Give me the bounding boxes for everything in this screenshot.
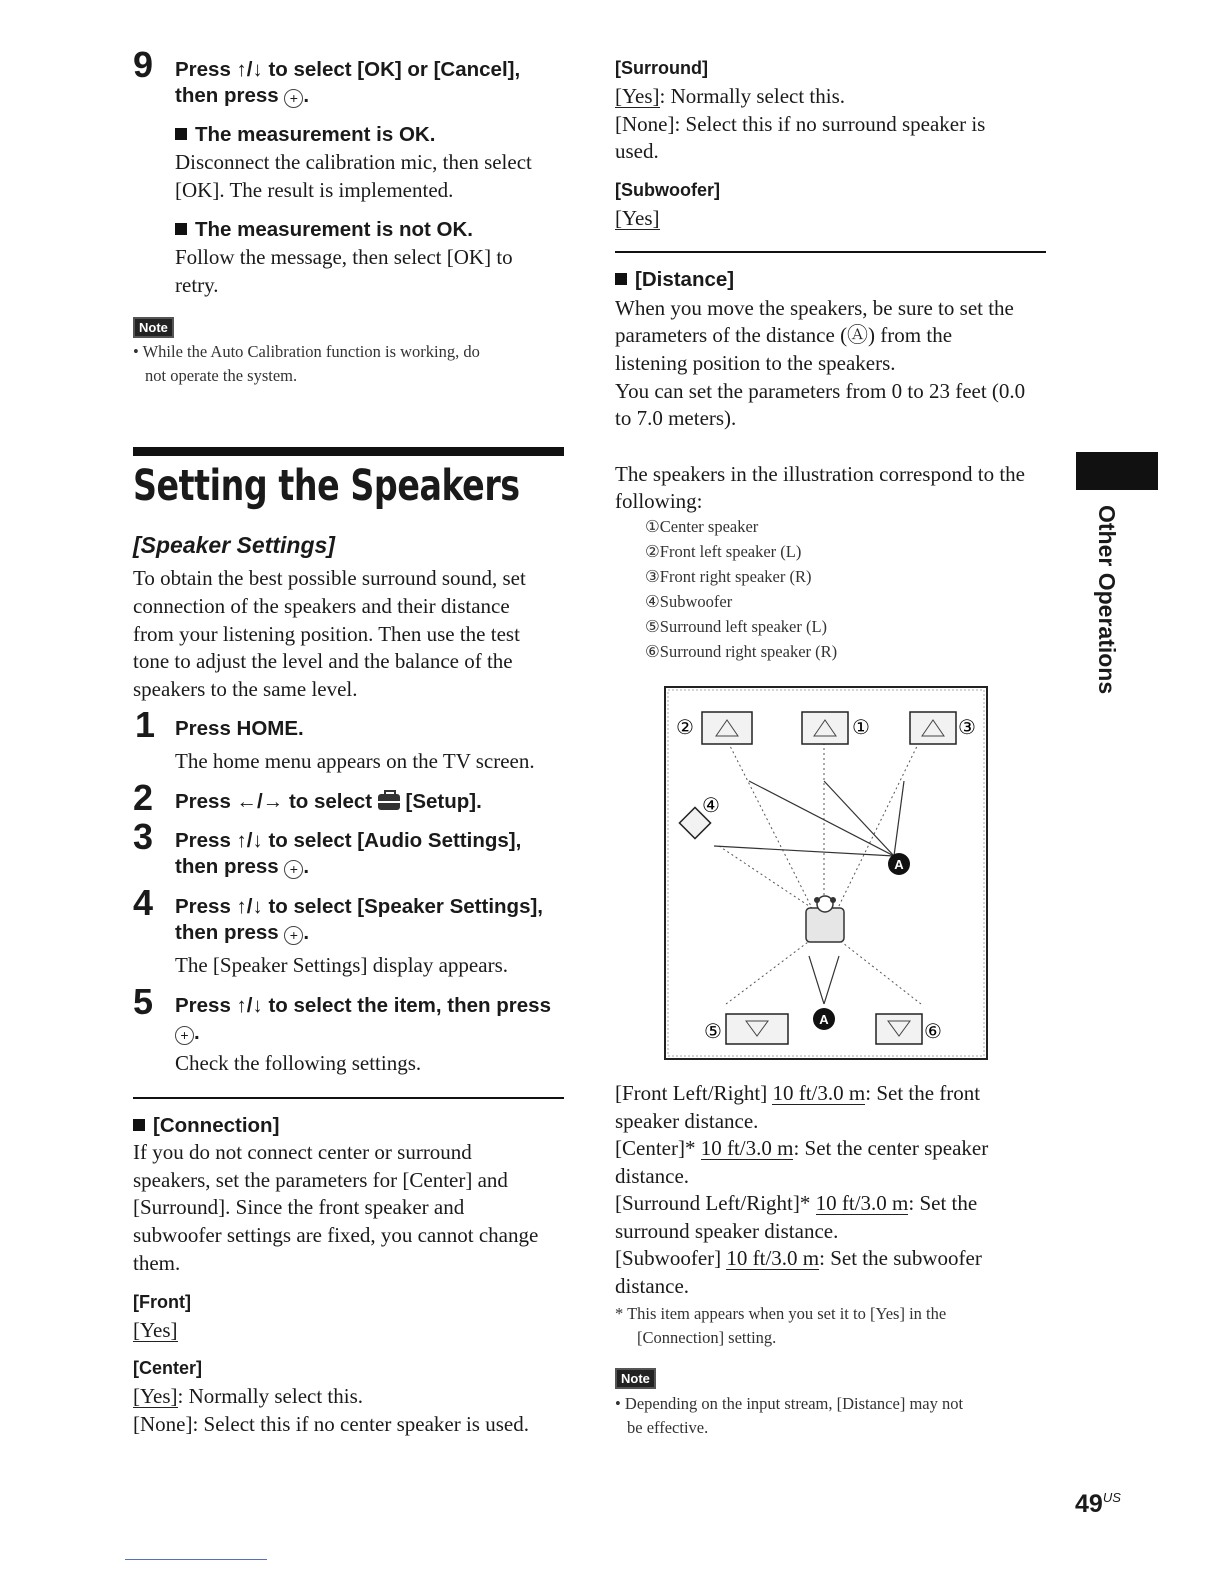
distance-line-3: listening position to the speakers. <box>615 351 896 375</box>
not-ok-text-1: Follow the message, then select [OK] to <box>175 245 513 269</box>
side-tab-marker <box>1076 452 1158 490</box>
surround-right-speaker <box>876 1014 942 1044</box>
intro-line-5: speakers to the same level. <box>133 677 358 701</box>
step-2-text: Press ←/→ to select [Setup]. <box>175 790 482 813</box>
speaker-item-3: ③Front right speaker (R) <box>645 567 812 586</box>
connection-line-5: them. <box>133 1251 181 1275</box>
distance-line-1: When you move the speakers, be sure to set the <box>615 296 1014 320</box>
step-4-desc: The [Speaker Settings] display appears. <box>175 953 508 977</box>
svg-text:A: A <box>819 1012 829 1027</box>
step-4-line1: Press ↑/↓ to select [Speaker Settings], <box>175 895 543 918</box>
label-5: ⑤ <box>704 1019 722 1043</box>
speaker-item-2: ②Front left speaker (L) <box>645 542 802 561</box>
not-ok-text-2: retry. <box>175 273 219 297</box>
enter-button-icon: + <box>284 860 303 879</box>
note-line-1: • Depending on the input stream, [Distance] may not <box>615 1394 964 1413</box>
svg-text:A: A <box>894 857 904 872</box>
connection-line-1: If you do not connect center or surround <box>133 1140 472 1164</box>
step-9-line2: then press + . <box>175 84 310 107</box>
step-number-3: 3 <box>133 816 154 857</box>
step-number-9: 9 <box>133 44 154 85</box>
surround-none-2: used. <box>615 139 659 163</box>
section-subtitle: [Speaker Settings] <box>133 532 335 558</box>
subwoofer-value: [Yes] <box>615 206 660 230</box>
distance-line-2: parameters of the distance (Ⓐ) from the <box>615 323 953 347</box>
enter-button-icon: + <box>284 89 303 108</box>
surround-yes: [Yes]: Normally select this. <box>615 84 846 108</box>
label-4: ④ <box>702 793 720 817</box>
connection-heading: [Connection] <box>133 1113 279 1139</box>
page-number: $49^{US}$ <box>1075 1490 1121 1518</box>
ok-text-2: [OK]. The result is implemented. <box>175 178 454 202</box>
divider <box>615 251 1046 253</box>
intro-line-1: To obtain the best possible surround sound, set <box>133 566 526 590</box>
note-line-2: not operate the system. <box>145 366 298 385</box>
step-number-1: 1 <box>135 704 156 745</box>
section-rule <box>133 447 564 456</box>
speaker-item-4: ④Subwoofer <box>645 592 733 611</box>
connection-line-4: subwoofer settings are fixed, you cannot change <box>133 1223 539 1247</box>
label-1: ① <box>852 715 870 739</box>
speaker-item-6: ⑥Surround right speaker (R) <box>645 642 838 661</box>
distance-line-4: You can set the parameters from 0 to 23 feet (0.0 <box>615 379 1026 403</box>
note-line-2: be effective. <box>627 1418 709 1437</box>
center-label: [Center] <box>133 1358 203 1378</box>
subwoofer-distance-desc: distance. <box>615 1274 690 1298</box>
connection-line-3: [Surround]. Since the front speaker and <box>133 1195 465 1219</box>
center-none: [None]: Select this if no center speaker is used. <box>133 1412 529 1436</box>
page-title: Setting the Speakers <box>133 461 520 511</box>
step-1-text: Press HOME. <box>175 717 304 740</box>
enter-button-icon: + <box>175 1026 194 1045</box>
distance-line-5: to 7.0 meters). <box>615 406 737 430</box>
step-5-line1: Press ↑/↓ to select the item, then press <box>175 994 551 1017</box>
surround-left-speaker <box>704 1014 788 1044</box>
side-tab-label: Other Operations <box>1094 505 1120 695</box>
surround-none-1: [None]: Select this if no surround speaker is <box>615 112 986 136</box>
front-distance: [Front Left/Right] 10 ft/3.0 m: Set the front <box>615 1081 981 1105</box>
label-2: ② <box>676 715 694 739</box>
footnote-line-1: * This item appears when you set it to [Yes] in the <box>615 1304 947 1323</box>
speaker-layout-diagram <box>664 686 988 1060</box>
connection-line-2: speakers, set the parameters for [Center] and <box>133 1168 508 1192</box>
surround-distance: [Surround Left/Right]* 10 ft/3.0 m: Set the <box>615 1191 978 1215</box>
front-value: [Yes] <box>133 1318 178 1342</box>
step-5-line2: + . <box>175 1020 200 1046</box>
subwoofer-label: [Subwoofer] <box>615 180 720 200</box>
step-number-2: 2 <box>133 777 154 818</box>
intro-line-2: connection of the speakers and their distance <box>133 594 510 618</box>
speaker-item-5: ⑤Surround left speaker (L) <box>645 617 828 636</box>
note-icon: Note <box>133 317 174 338</box>
distance-marker-a <box>813 1008 835 1030</box>
step-4-line2: then press + . <box>175 921 310 944</box>
note-line-1: • While the Auto Calibration function is working, do <box>133 342 480 361</box>
footer-rule <box>125 1559 267 1560</box>
step-3-line2: then press + . <box>175 855 310 878</box>
center-yes: [Yes]: Normally select this. <box>133 1384 364 1408</box>
intro-line-3: from your listening position. Then use the test <box>133 622 520 646</box>
step-number-5: 5 <box>133 981 154 1022</box>
setup-toolbox-icon <box>378 794 400 810</box>
distance-marker-a <box>888 853 910 875</box>
footnote-line-2: [Connection] setting. <box>637 1328 777 1347</box>
label-6: ⑥ <box>924 1019 942 1043</box>
distance-heading: [Distance] <box>615 267 734 293</box>
front-label: [Front] <box>133 1292 191 1312</box>
illus-intro-1: The speakers in the illustration correspond to the <box>615 462 1025 486</box>
step-3-line1: Press ↑/↓ to select [Audio Settings], <box>175 829 522 852</box>
not-ok-heading: The measurement is not OK. <box>175 217 473 243</box>
front-distance-desc: speaker distance. <box>615 1109 759 1133</box>
ok-heading: The measurement is OK. <box>175 122 435 148</box>
ok-text-1: Disconnect the calibration mic, then select <box>175 150 532 174</box>
speaker-item-1: ①Center speaker <box>645 517 759 536</box>
intro-line-4: tone to adjust the level and the balance of the <box>133 649 513 673</box>
divider <box>133 1097 564 1099</box>
enter-button-icon: + <box>284 926 303 945</box>
step-9-line1: Press ↑/↓ to select [OK] or [Cancel], <box>175 58 521 81</box>
center-distance: [Center]* 10 ft/3.0 m: Set the center speaker <box>615 1136 989 1160</box>
surround-distance-desc: surround speaker distance. <box>615 1219 839 1243</box>
step-1-desc: The home menu appears on the TV screen. <box>175 749 535 773</box>
illus-intro-2: following: <box>615 489 703 513</box>
step-5-desc: Check the following settings. <box>175 1051 422 1075</box>
surround-label: [Surround] <box>615 58 708 78</box>
center-distance-desc: distance. <box>615 1164 690 1188</box>
note-icon: Note <box>615 1368 656 1389</box>
subwoofer-distance: [Subwoofer] 10 ft/3.0 m: Set the subwoofer <box>615 1246 982 1270</box>
label-3: ③ <box>958 715 976 739</box>
step-number-4: 4 <box>133 882 154 923</box>
